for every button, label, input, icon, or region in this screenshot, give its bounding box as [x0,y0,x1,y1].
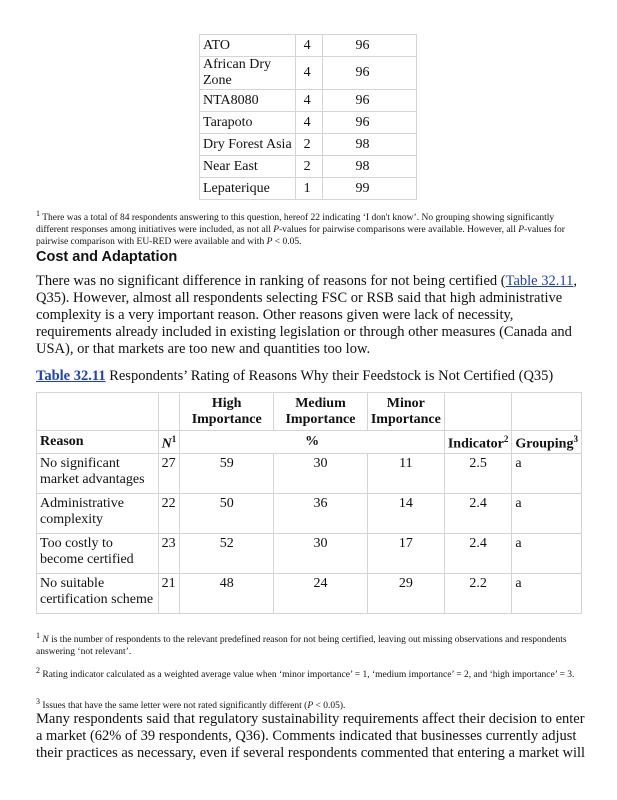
table-reference-link[interactable]: Table 32.11 [505,273,574,289]
header-grouping: Grouping$^3$ [512,431,582,454]
cell-reason: No significant market advantages [37,453,159,493]
cell-medium: 24 [274,573,368,613]
cell-indicator: 2.2 [444,573,512,613]
cell-minor: 11 [367,453,444,493]
initiative-count: 4 [295,57,322,90]
cell-high: 48 [180,573,274,613]
initiative-row [200,134,417,156]
cell-reason: No suitable certification scheme [37,573,159,613]
cell-minor: 14 [367,493,444,533]
footnote-1: $^1$ N is the number of respondents to the relevant predefined reason for not being certified, leaving out missing observations and respondents answering ‘not relevant’. [36,630,567,657]
initiative-percent: 99 [322,178,417,200]
cell-minor: 29 [367,573,444,613]
header-minor-importance: Minor Importance [367,393,444,431]
initiative-name: Tarapoto [200,112,296,134]
cell-grouping: a [512,533,582,573]
initiative-count: 4 [295,90,322,112]
cell-n: 23 [158,533,180,573]
table-header-row [37,431,582,454]
initiative-count: 4 [295,35,322,57]
table-caption: Table 32.11 Respondents’ Rating of Reasons Why their Feedstock is Not Certified (Q35) [36,368,554,384]
section-heading: Cost and Adaptation [36,249,178,265]
initiative-percent: 96 [322,57,417,90]
header-n: $N^1$ [158,431,180,454]
cell-medium: 30 [274,533,368,573]
initiative-count: 2 [295,156,322,178]
paragraph-market-entry: Many respondents said that regulatory sustainability requirements affect their decision to enter a market (62% of 39 respondents, Q36). Comments indicated that businesses currently adjust their practices as necessary, even if several respondents commented that entering a market will [36,711,586,761]
header-indicator: Indicator$^2$ [444,431,512,454]
header-reason: Reason [37,431,159,454]
cell-high: 52 [180,533,274,573]
initiative-count: 4 [295,112,322,134]
initiative-name: NTA8080 [200,90,296,112]
initiative-row [200,35,417,57]
initiative-name: Lepaterique [200,178,296,200]
cell-high: 59 [180,453,274,493]
reasons-table [36,392,582,614]
initiative-percent: 96 [322,112,417,134]
initiative-name: African Dry Zone [200,57,296,90]
cell-medium: 30 [274,453,368,493]
cell-n: 22 [158,493,180,533]
initiative-row [200,156,417,178]
footnote-2: $^2$ Rating indicator calculated as a weighted average value when ‘minor importance’ = 1, ‘medium importance’ = 2, and ‘high importance’ = 3. [36,665,575,680]
initiative-name: Dry Forest Asia [200,134,296,156]
initiatives-table [199,34,417,200]
cell-reason: Administrative complexity [37,493,159,533]
cell-high: 50 [180,493,274,533]
cell-grouping: a [512,493,582,533]
cell-indicator: 2.4 [444,533,512,573]
paragraph-cost-adaptation: There was no significant difference in ranking of reasons for not being certified (Table 32.11, Q35). However, almost all respondents selecting FSC or RSB said that high administrative complexity is a very important reason. Other reasons given were lack of necessity, requirements already included in existing legislation or through other measures (Canada and USA), or that markets are too new and quantities too low. [36,273,577,357]
initiative-name: Near East [200,156,296,178]
initiative-percent: 98 [322,134,417,156]
footnote-3: $^3$ Issues that have the same letter were not rated significantly different (P < 0.05). [36,696,346,711]
cell-n: 27 [158,453,180,493]
initiative-name: ATO [200,35,296,57]
header-high-importance: High Importance [180,393,274,431]
initiative-row [200,57,417,90]
initiative-row [200,178,417,200]
initiative-count: 2 [295,134,322,156]
reason-row [37,533,582,573]
initiative-percent: 98 [322,156,417,178]
cell-medium: 36 [274,493,368,533]
initiative-percent: 96 [322,35,417,57]
reason-row [37,453,582,493]
cell-indicator: 2.5 [444,453,512,493]
initiative-count: 1 [295,178,322,200]
cell-n: 21 [158,573,180,613]
cell-reason: Too costly to become certified [37,533,159,573]
cell-grouping: a [512,573,582,613]
reason-row [37,493,582,533]
initiative-percent: 96 [322,90,417,112]
initiative-row [200,112,417,134]
reason-row [37,573,582,613]
cell-grouping: a [512,453,582,493]
cell-indicator: 2.4 [444,493,512,533]
header-medium-importance: Medium Importance [274,393,368,431]
table-caption-link[interactable]: Table 32.11 [36,368,106,384]
header-percent: % [180,431,445,454]
cell-minor: 17 [367,533,444,573]
initiative-row [200,90,417,112]
footnote-top: $^1$ There was a total of 84 respondents answering to this question, hereof 22 indicating ‘I don't know’. No grouping showing significantly different responses among initiatives were included, as not all P-values for pairwise comparisons were available. However, all P-values for pairwise comparison with EU-RED were available and with P < 0.05. [36,208,565,247]
table-header-row-importance [37,393,582,431]
